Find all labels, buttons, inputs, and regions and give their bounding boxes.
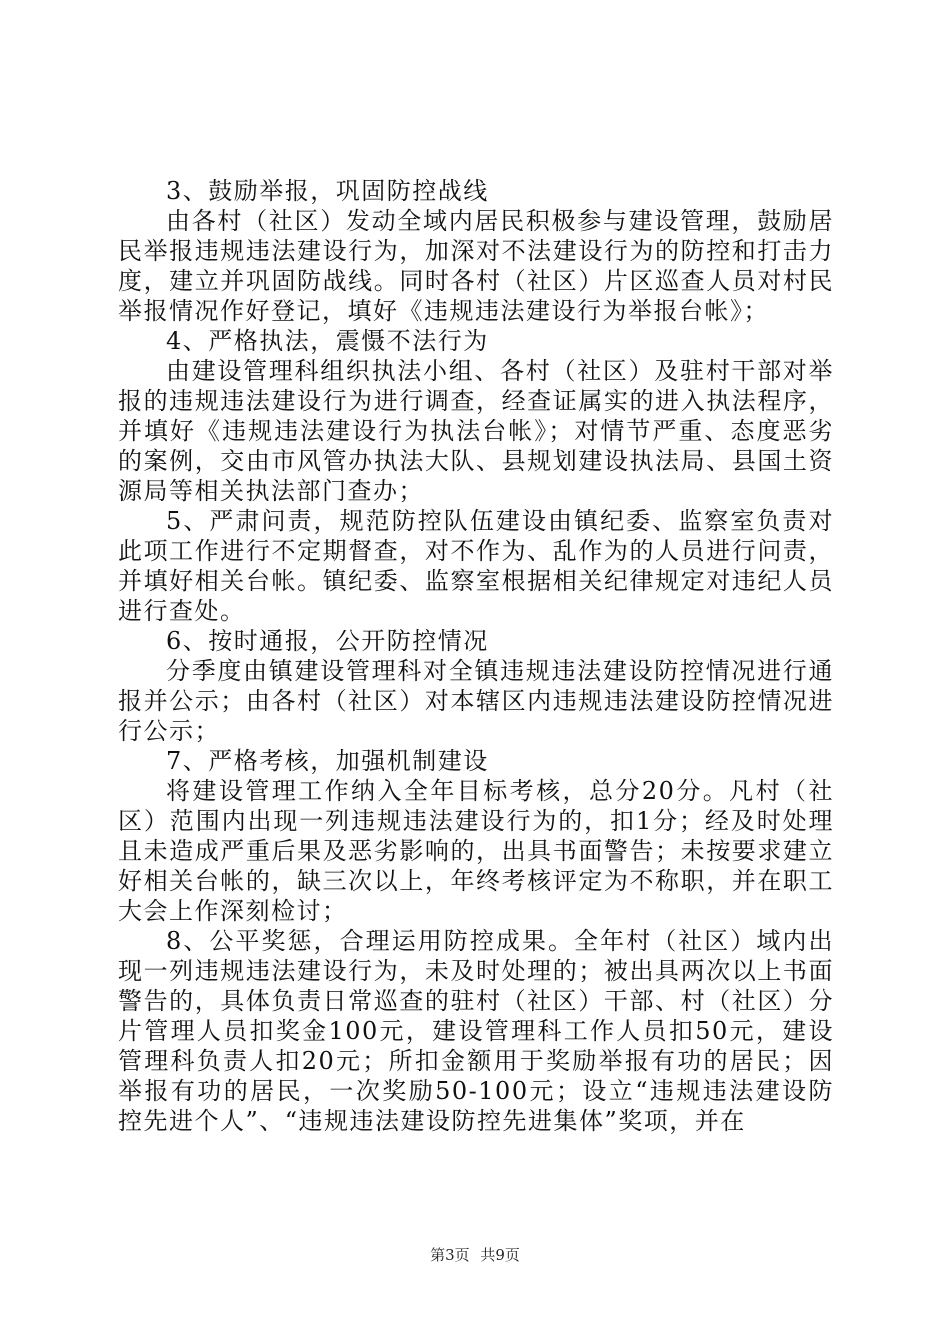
section-heading-3: 3、鼓励举报，巩固防控战线: [166, 177, 489, 205]
paragraph: 5、严肃问责，规范防控队伍建设由镇纪委、监察室负责对此项工作进行不定期督查，对不作为、乱作为的人员进行问责，并填好相关台帐。镇纪委、监察室根据相关纪律规定对违纪人员进行查处。: [118, 507, 834, 625]
paragraph: 将建设管理工作纳入全年目标考核，总分20分。凡村（社区）范围内出现一列违规违法建设行为的，扣1分；经及时处理且未造成严重后果及恶劣影响的，出具书面警告；未按要求建立好相关台帐的，缺三次以上，年终考核评定为不称职，并在职工大会上作深刻检讨；: [118, 777, 834, 925]
paragraph: 由建设管理科组织执法小组、各村（社区）及驻村干部对举报的违规违法建设行为进行调查，经查证属实的进入执法程序，并填好《违规违法建设行为执法台帐》；对情节严重、态度恶劣的案例，交由市风管办执法大队、县规划建设执法局、县国土资源局等相关执法部门查办；: [118, 357, 834, 505]
paragraph: 8、公平奖惩，合理运用防控成果。全年村（社区）域内出现一列违规违法建设行为，未及时处理的；被出具两次以上书面警告的，具体负责日常巡查的驻村（社区）干部、村（社区）分片管理人员扣奖金100元，建设管理科工作人员扣50元，建设管理科负责人扣20元；所扣金额用于奖励举报有功的居民；因举报有功的居民，一次奖励50-100元；设立“违规违法建设防控先进个人”、“违规违法建设防控先进集体”奖项，并在: [118, 927, 834, 1135]
paragraph: 由各村（社区）发动全域内居民积极参与建设管理，鼓励居民举报违规违法建设行为，加深对不法建设行为的防控和打击力度，建立并巩固防战线。同时各村（社区）片区巡查人员对村民举报情况作好登记，填好《违规违法建设行为举报台帐》；: [118, 207, 834, 325]
section-heading-7: 7、严格考核，加强机制建设: [166, 747, 489, 775]
total-pages: 共9页: [480, 1246, 520, 1264]
paragraph: 分季度由镇建设管理科对全镇违规违法建设防控情况进行通报并公示；由各村（社区）对本辖区内违规违法建设防控情况进行公示；: [118, 657, 834, 745]
page-number: 第3页: [430, 1246, 470, 1264]
section-heading-4: 4、严格执法，震慑不法行为: [166, 327, 489, 355]
page-footer: [0, 1244, 950, 1265]
section-heading-6: 6、按时通报，公开防控情况: [166, 627, 489, 655]
document-body: [118, 176, 834, 1136]
